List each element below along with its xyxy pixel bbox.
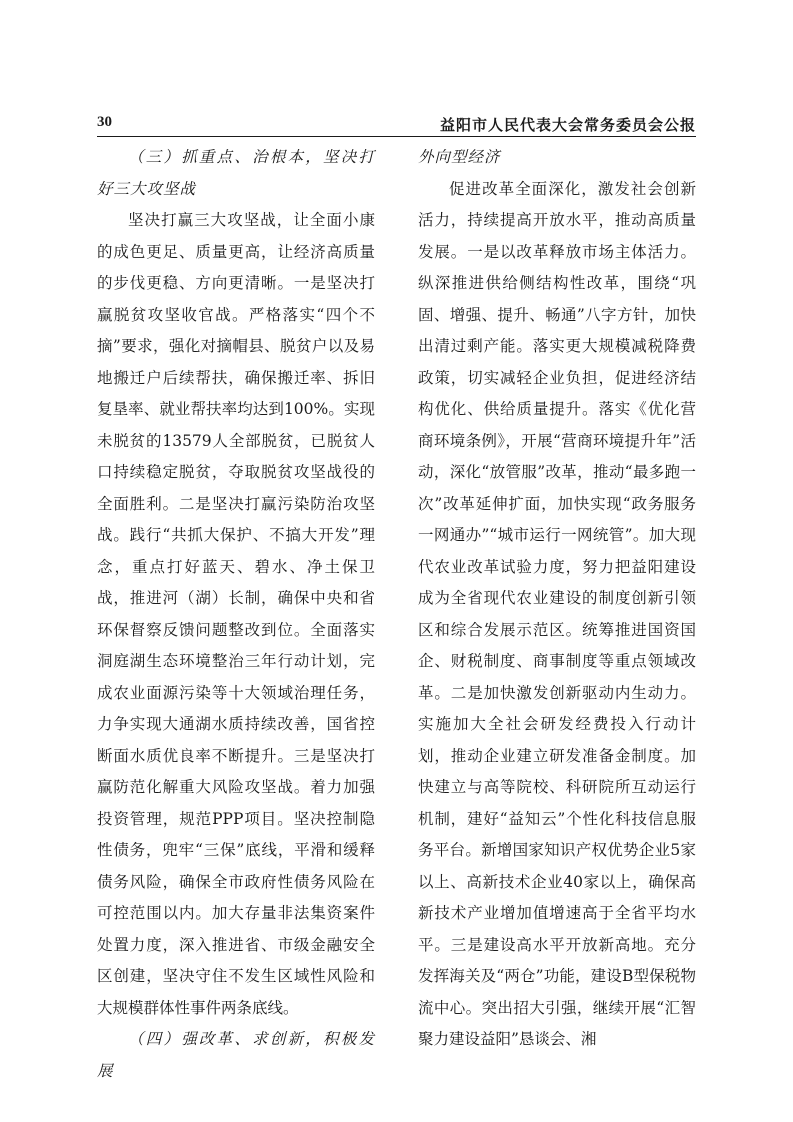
section-heading-3: （三）抓重点、治根本，坚决打好三大攻坚战 [97,148,375,198]
body-paragraph: 坚决打赢三大攻坚战，让全面小康的成色更足、质量更高，让经济高质量的步伐更稳、方向更清晰。一是坚决打赢脱贫攻坚收官战。严格落实“四个不摘”要求，强化对摘帽县、脱贫户以及易地搬迁户后续帮扶，确保搬迁率、拆旧复垦率、就业帮扶率均达到100%。实现未脱贫的13579人全部脱贫，已脱贫人口持续稳定脱贫，夺取脱贫攻坚战役的全面胜利。二是坚决打赢污染防治攻坚战。践行“共抓大保护、不搞大开发”理念，重点打好蓝天、碧水、净土保卫战，推进河（湖）长制，确保中央和省环保督察反馈问题整改到位。全面落实洞庭湖生态环境整治三年行动计划，完成农业面源污染等十大领域治理任务，力争实现大通湖水质持续改善，国省控断面水质优良率不断提升。三是坚决打赢防范化解重大风险攻坚战。着力加强投资管理，规范PPP项目。坚决控制隐性债务，兜牢“三保”底线，平滑和缓释债务风险，确保全市政府性债务风险在可控范围以内。加大存量非法集资案件处置力度，深入推进省、市级金融安全区创建，坚决守住不发生区域性风险和大规模群体性事件两条底线。 [97,211,375,1017]
running-title: 益阳市人民代表大会常务委员会公报 [439,116,696,134]
left-column [97,142,375,1087]
section-heading-4-continued: 外向型经济 [418,148,501,166]
body-paragraph: 促进改革全面深化，激发社会创新活力，持续提高开放水平，推动高质量发展。一是以改革释放市场主体活力。纵深推进供给侧结构性改革，围绕“巩固、增强、提升、畅通”八字方针，加快出清过剩产能。落实更大规模减税降费政策，切实减轻企业负担，促进经济结构优化、供给质量提升。落实《优化营商环境条例》，开展“营商环境提升年”活动，深化“放管服”改革，推动“最多跑一次”改革延伸扩面，加快实现“政务服务一网通办”“城市运行一网统管”。加大现代农业改革试验力度，努力把益阳建设成为全省现代农业建设的制度创新引领区和综合发展示范区。统筹推进国资国企、财税制度、商事制度等重点领域改革。二是加快激发创新驱动内生动力。实施加大全社会研发经费投入行动计划，推动企业建立研发准备金制度。加快建立与高等院校、科研院所互动运行机制，建好“益知云”个性化科技信息服务平台。新增国家知识产权优势企业5家以上、高新技术企业40家以上，确保高新技术产业增加值增速高于全省平均水平。三是建设高水平开放新高地。充分发挥海关及“两仓”功能，建设B型保税物流中心。突出招大引强，继续开展“汇智聚力建设益阳”恳谈会、湘 [418,179,696,1048]
section-heading-4: （四）强改革、求创新，积极发展 [97,1030,375,1080]
page-number: 30 [97,114,112,130]
header-rule [97,136,696,137]
right-column [418,142,696,1056]
